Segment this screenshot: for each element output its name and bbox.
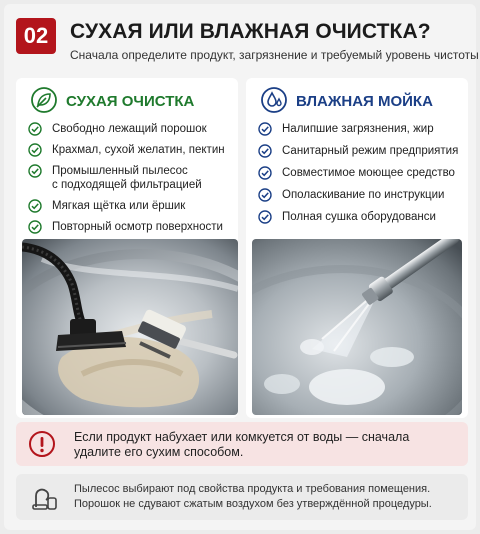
- header: [16, 18, 479, 68]
- page-subtitle: Сначала определите продукт, загрязнение и требуемый уровень чистоты: [70, 48, 479, 62]
- list-item: [26, 199, 236, 213]
- list-item: [256, 166, 466, 180]
- check-circle-icon: [28, 220, 42, 234]
- list-item: [26, 220, 236, 234]
- wet-cleaning-title: ВЛАЖНАЯ МОЙКА: [296, 93, 433, 110]
- list-item: [256, 210, 466, 224]
- step-badge: 02: [16, 18, 56, 54]
- exclamation-icon: [28, 430, 56, 458]
- list-item: [26, 143, 236, 157]
- info-note-line-2: Порошок не сдувают сжатым воздухом без утверждённой процедуры.: [74, 498, 432, 510]
- list-item: [26, 164, 236, 192]
- check-circle-icon: [258, 188, 272, 202]
- check-circle-icon: [28, 143, 42, 157]
- check-circle-icon: [258, 122, 272, 136]
- list-item: [256, 122, 466, 136]
- page-title: СУХАЯ ИЛИ ВЛАЖНАЯ ОЧИСТКА?: [70, 20, 431, 43]
- check-circle-icon: [258, 144, 272, 158]
- infographic-card: [4, 4, 479, 530]
- list-item-text: Санитарный режим предприятия: [282, 145, 459, 157]
- list-item-text: Промышленный пылесос с подходящей фильтрацией: [52, 165, 202, 191]
- check-circle-icon: [28, 199, 42, 213]
- wet-cleaning-column: [246, 78, 468, 418]
- dry-cleaning-column: [16, 78, 238, 418]
- check-circle-icon: [258, 166, 272, 180]
- warning-callout: [16, 422, 468, 466]
- list-item: [26, 122, 236, 136]
- check-circle-icon: [258, 210, 272, 224]
- list-item: [256, 188, 466, 202]
- info-note-line-1: Пылесос выбирают под свойства продукта и требования помещения.: [74, 483, 431, 495]
- list-item-text: Крахмал, сухой желатин, пектин: [52, 144, 225, 156]
- list-item-text: Повторный осмотр поверхности: [52, 221, 223, 233]
- comparison-columns: [16, 78, 468, 418]
- wet-cleaning-header: [246, 86, 468, 116]
- dry-cleaning-list: [26, 122, 236, 241]
- list-item-text: Свободно лежащий порошок: [52, 123, 207, 135]
- list-item-text: Ополаскивание по инструкции: [282, 189, 445, 201]
- warning-text: Если продукт набухает или комкуется от воды — сначала удалите его сухим способом.: [74, 430, 410, 459]
- info-note: [16, 474, 468, 520]
- list-item: [256, 144, 466, 158]
- wet-cleaning-list: [256, 122, 466, 232]
- water-spray-photo: [252, 239, 462, 415]
- list-item-text: Совместимое моющее средство: [282, 167, 455, 179]
- list-item-text: Полная сушка оборудованси: [282, 211, 436, 223]
- dry-cleaning-header: [16, 86, 238, 116]
- check-circle-icon: [28, 164, 42, 178]
- dry-cleaning-title: СУХАЯ ОЧИСТКА: [66, 93, 195, 110]
- vacuum-and-brush-photo: [22, 239, 238, 415]
- list-item-text: Мягкая щётка или ёршик: [52, 200, 186, 212]
- list-item-text: Налипшие загрязнения, жир: [282, 123, 434, 135]
- vacuum-icon: [30, 482, 60, 512]
- info-note-text: [74, 482, 460, 512]
- check-circle-icon: [28, 122, 42, 136]
- water-drops-icon: [260, 86, 288, 114]
- leaf-icon: [30, 86, 58, 114]
